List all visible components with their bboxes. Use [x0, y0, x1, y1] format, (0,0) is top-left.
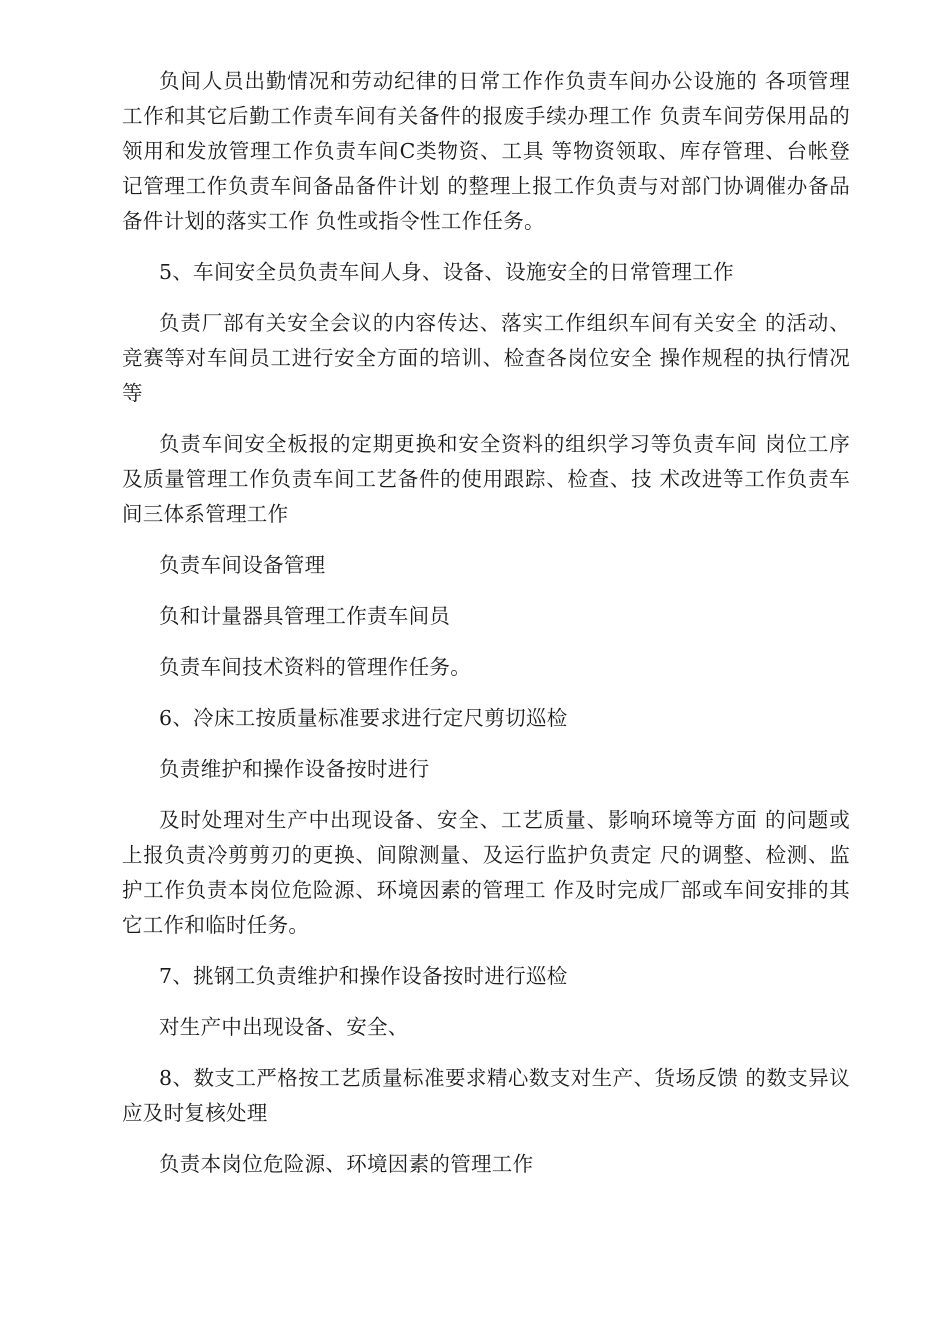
paragraph-production-issues-short: 对生产中出现设备、安全、 [159, 1015, 409, 1039]
paragraph-hazard-management: 负责本岗位危险源、环境因素的管理工作 [159, 1152, 534, 1176]
paragraph-maintain-equipment: 负责维护和操作设备按时进行 [159, 757, 430, 781]
heading-counting-worker: 8、数支工严格按工艺质量标准要求精心数支对生产、货场反馈 的数支异议应及时复核处理 [122, 1066, 850, 1125]
paragraph-measuring-instruments: 负和计量器具管理工作责车间员 [159, 604, 451, 628]
paragraph-safety-meetings: 负责厂部有关安全会议的内容传达、落实工作组织车间有关安全 的活动、竞赛等对车间员工进行安全方面的培训、检查各岗位安全 操作规程的执行情况等 [122, 311, 850, 405]
paragraph-handle-production-issues: 及时处理对生产中出现设备、安全、工艺质量、影响环境等方面 的问题或上报负责冷剪剪刃的更换、间隙测量、及运行监护负责定 尺的调整、检测、监护工作负责本岗位危险源、环境因素的管理工 作及时完成厂部或车间安排的其它工作和临时任务。 [122, 808, 850, 937]
paragraph-rear-services: 负间人员出勤情况和劳动纪律的日常工作作负责车间办公设施的 各项管理工作和其它后勤工作责车间有关备件的报废手续办理工作 负责车间劳保用品的领用和发放管理工作负责车间C类物资、工具 等物资领取、库存管理、台帐登记管理工作负责车间备品备件计划 的整理上报工作负责与对部门协调催办备品备件计划的落实工作 负性或指令性工作任务。 [122, 69, 850, 233]
paragraph-equipment-management: 负责车间设备管理 [159, 553, 326, 577]
paragraph-technical-documents: 负责车间技术资料的管理作任务。 [159, 655, 471, 679]
heading-safety-officer: 5、车间安全员负责车间人身、设备、设施安全的日常管理工作 [159, 260, 734, 284]
paragraph-safety-board: 负责车间安全板报的定期更换和安全资料的组织学习等负责车间 岗位工序及质量管理工作负责车间工艺备件的使用跟踪、检查、技 术改进等工作负责车间三体系管理工作 [122, 432, 850, 526]
heading-cooling-bed-worker: 6、冷床工按质量标准要求进行定尺剪切巡检 [159, 706, 568, 730]
heading-steel-picker: 7、挑钢工负责维护和操作设备按时进行巡检 [159, 964, 568, 988]
document-body [122, 64, 850, 1198]
